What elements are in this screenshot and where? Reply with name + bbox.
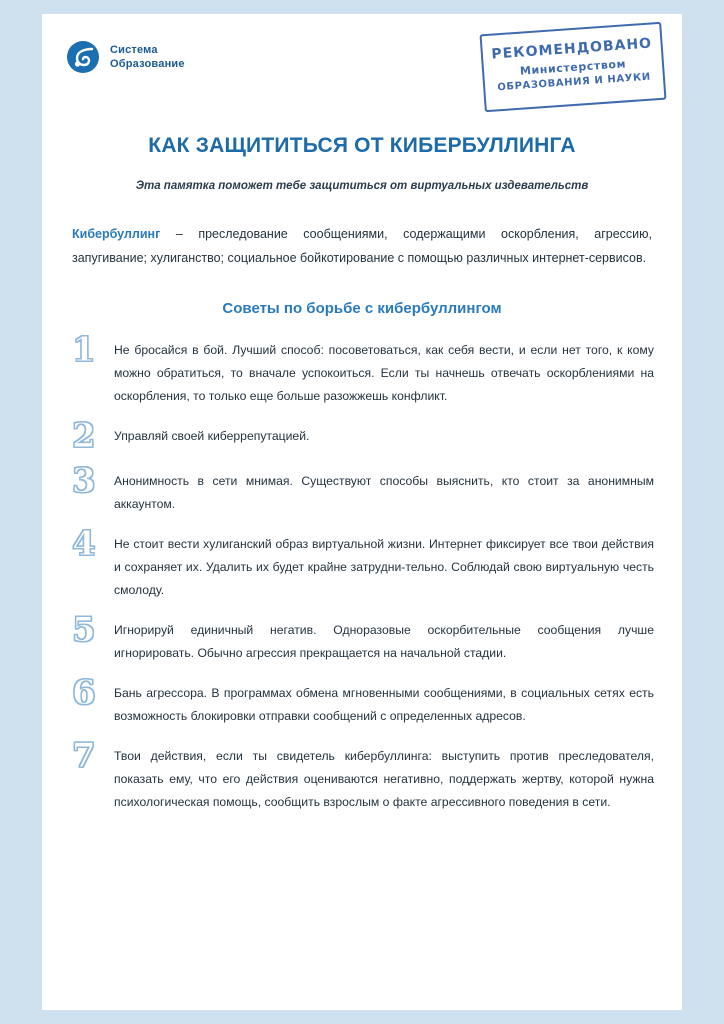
tip-text: Не бросайся в бой. Лучший способ: посоветоваться, как себя вести, и если нет того, к кому можно обратиться, то вначале успокоиться. Если ты начнешь отвечать оскорблениями на оскорбления, то только еще больше разожжешь конфликт. xyxy=(114,343,654,403)
intro-text: – преследование сообщениями, содержащими оскорбления, агрессию, запугивание; хулиганство; социальное бойкотирование с помощью различных интернет-сервисов. xyxy=(72,227,652,265)
tip-number: 1 xyxy=(72,330,96,370)
tip-text: Управляй своей киберрепутацией. xyxy=(114,429,310,443)
tip-text: Анонимность в сети мнимая. Существуют способы выяснить, кто стоит за анонимным аккаунтом. xyxy=(114,474,654,511)
tips-list xyxy=(72,330,654,814)
tip-number: 7 xyxy=(72,736,96,776)
tip-number: 5 xyxy=(72,610,96,650)
page-subtitle: Эта памятка поможет тебе защититься от виртуальных издевательств xyxy=(135,180,589,192)
tip-number: 4 xyxy=(72,524,96,564)
brand-name-line2: Образование xyxy=(110,58,185,70)
list-item xyxy=(72,673,654,728)
list-item xyxy=(72,416,654,456)
intro-paragraph xyxy=(72,222,652,270)
tip-number: 6 xyxy=(72,673,96,713)
intro-keyword: Кибербуллинг xyxy=(72,227,161,241)
section-title: Советы по борьбе с кибербуллингом xyxy=(222,300,502,317)
approval-stamp xyxy=(480,22,667,113)
brand-name xyxy=(110,43,185,71)
brand-name-line1: Система xyxy=(110,44,158,56)
page-title: КАК ЗАЩИТИТЬСЯ ОТ КИБЕРБУЛЛИНГА xyxy=(148,134,576,157)
list-item xyxy=(72,461,654,516)
tip-number: 2 xyxy=(72,416,96,456)
stamp-line-3: ОБРАЗОВАНИЯ И НАУКИ xyxy=(497,71,652,94)
document-sheet xyxy=(42,14,682,1010)
tip-number: 3 xyxy=(72,461,96,501)
list-item xyxy=(72,736,654,814)
stamp-line-2: Министерством xyxy=(519,57,627,78)
tip-text: Твои действия, если ты свидетель кибербуллинга: выступить против преследователя, показать ему, что его действия оцениваются негативно, поддержать жертву, которой нужна психологическая помощь, сообщить взрослым о факте агрессивного поведения в сети. xyxy=(114,749,654,809)
tip-text: Бань агрессора. В программах обмена мгновенными сообщениями, в социальных сетях есть возможность блокировки отправки сообщений с определенных адресов. xyxy=(114,686,654,723)
brand-logo xyxy=(66,40,185,74)
list-item xyxy=(72,610,654,665)
list-item xyxy=(72,524,654,602)
tip-text: Игнорируй единичный негатив. Одноразовые оскорбительные сообщения лучше игнорировать. Обычно агрессия прекращается на начальной стадии. xyxy=(114,623,654,660)
list-item xyxy=(72,330,654,408)
document-header xyxy=(42,14,682,118)
stamp-line-1: РЕКОМЕНДОВАНО xyxy=(490,35,653,63)
circle-swirl-logo-icon xyxy=(66,40,100,74)
tip-text: Не стоит вести хулиганский образ виртуальной жизни. Интернет фиксирует все твои действия и сохраняет их. Удалить их будет крайне затрудни-тельно. Соблюдай свою виртуальную честь смолоду. xyxy=(114,537,654,597)
